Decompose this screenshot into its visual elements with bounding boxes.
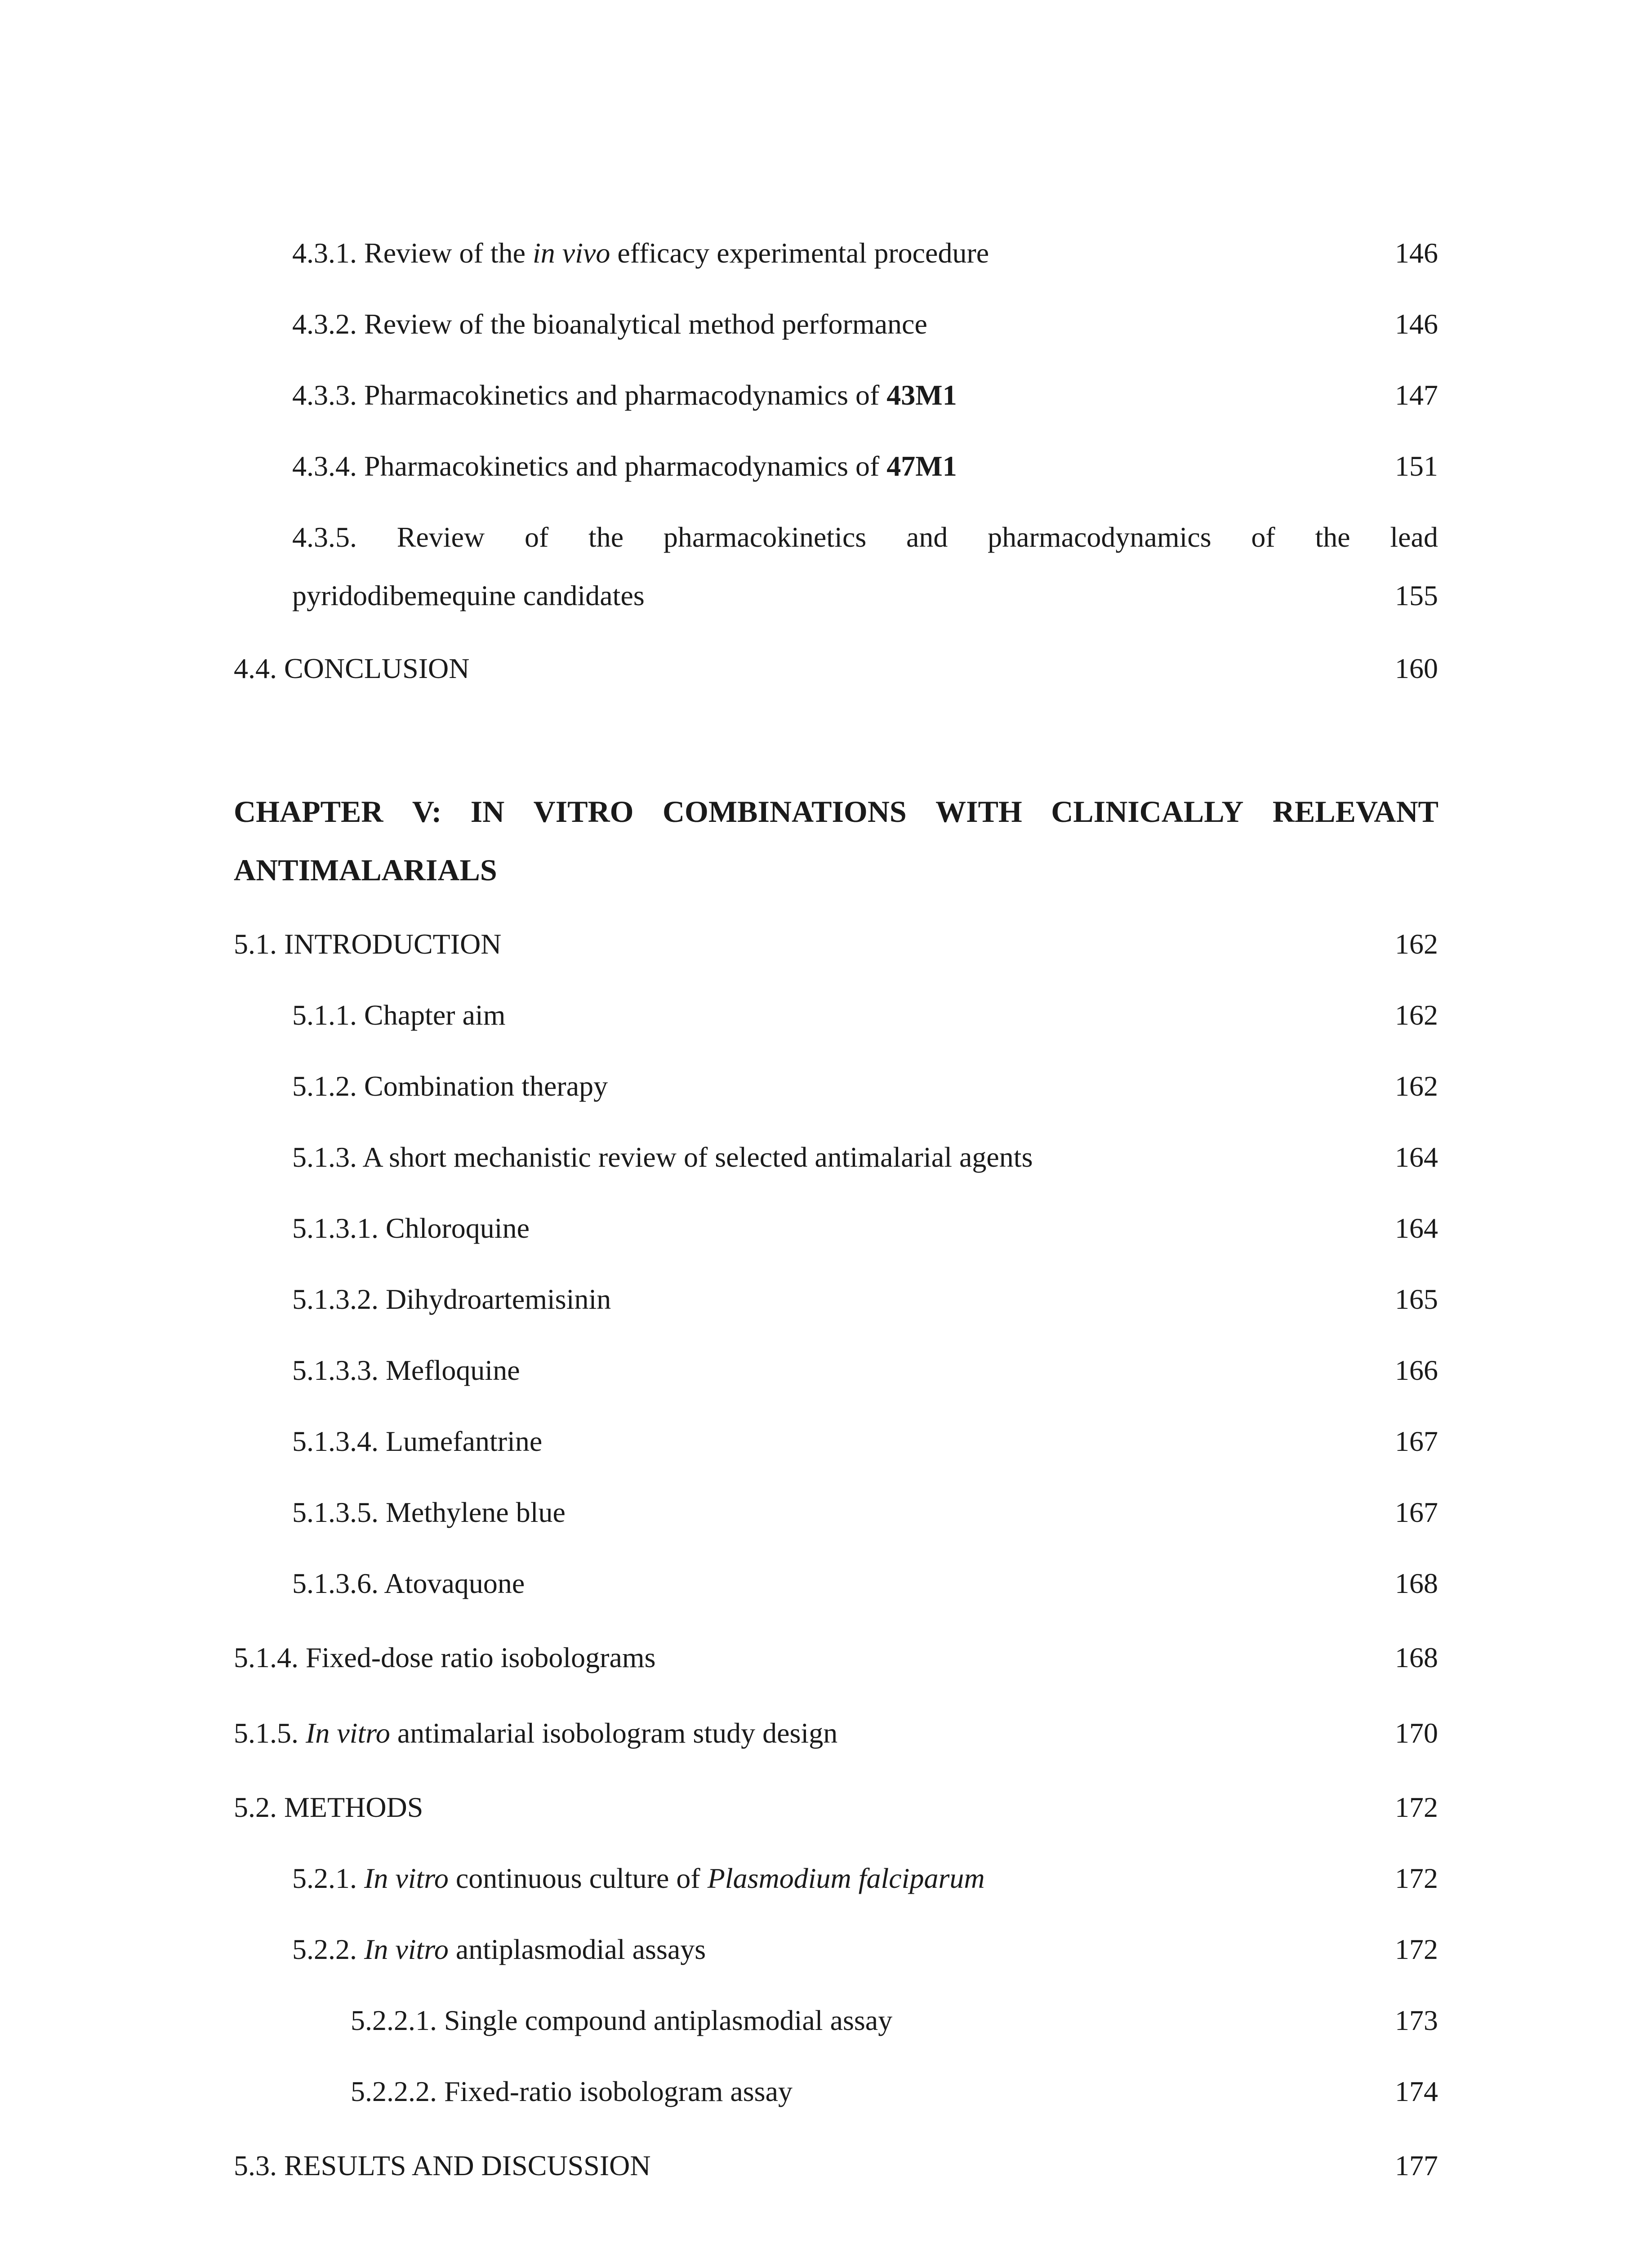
toc-entry-title: 5.3. RESULTS AND DISCUSSION	[234, 2150, 651, 2181]
toc-page-number: 164	[1395, 1212, 1438, 1244]
toc-page-number: 166	[1395, 1354, 1438, 1386]
toc-entry-5-1-4[interactable]	[0, 1624, 1652, 1691]
chapter-heading-line-1: CHAPTER V: IN VITRO COMBINATIONS WITH CLINICALLY RELEVANT	[234, 794, 1438, 829]
toc-entry-5-1-2[interactable]	[0, 1053, 1652, 1120]
toc-entry-title: 5.2.1. In vitro continuous culture of Plasmodium falciparum	[292, 1862, 985, 1894]
toc-entry-title: 4.3.2. Review of the bioanalytical method performance	[292, 308, 927, 340]
toc-entry-title: 5.1.5. In vitro antimalarial isobologram study design	[234, 1717, 838, 1749]
chapter-heading	[234, 778, 1438, 904]
toc-entry-5-1-5[interactable]	[0, 1699, 1652, 1767]
toc-entry-5-1-1[interactable]	[0, 981, 1652, 1049]
toc-entry-title: 4.4. CONCLUSION	[234, 652, 470, 684]
toc-entry-title: 5.1.3.6. Atovaquone	[292, 1567, 525, 1599]
toc-entry-title: 5.2. METHODS	[234, 1791, 423, 1823]
toc-page-number: 174	[1395, 2075, 1438, 2107]
toc-entry-5-2[interactable]	[0, 1774, 1652, 1841]
toc-entry-title: 5.1.3. A short mechanistic review of selected antimalarial agents	[292, 1141, 1033, 1173]
toc-entry-4-3-1[interactable]	[0, 219, 1652, 287]
toc-page-number: 160	[1395, 652, 1438, 684]
toc-entry-title: 5.1.3.3. Mefloquine	[292, 1354, 520, 1386]
toc-page-number: 172	[1395, 1933, 1438, 1965]
toc-page-number: 172	[1395, 1862, 1438, 1894]
toc-entry-title: 5.2.2. In vitro antiplasmodial assays	[292, 1933, 706, 1965]
toc-entry-4-3-4[interactable]	[0, 433, 1652, 500]
toc-page-number: 146	[1395, 237, 1438, 269]
toc-page-number: 165	[1395, 1283, 1438, 1315]
toc-page-number: 168	[1395, 1641, 1438, 1673]
toc-page-number: 162	[1395, 928, 1438, 960]
toc-entry-4-4[interactable]	[0, 635, 1652, 702]
toc-entry-title: 5.2.2.2. Fixed-ratio isobologram assay	[351, 2075, 793, 2107]
toc-entry-5-1-3-3[interactable]	[0, 1337, 1652, 1404]
toc-page-number: 151	[1395, 450, 1438, 482]
toc-page-number: 170	[1395, 1717, 1438, 1749]
toc-entry-5-1-3-4[interactable]	[0, 1408, 1652, 1475]
toc-entry-5-1-3-5[interactable]	[0, 1479, 1652, 1546]
toc-entry-5-1-3[interactable]	[0, 1124, 1652, 1191]
toc-entry-title: 5.1.1. Chapter aim	[292, 999, 506, 1031]
toc-entry-title: 4.3.3. Pharmacokinetics and pharmacodynamics of 43M1	[292, 379, 957, 411]
toc-entry-5-1-3-1[interactable]	[0, 1195, 1652, 1262]
toc-page-number: 155	[1395, 580, 1438, 611]
toc-page-number: 162	[1395, 1070, 1438, 1102]
toc-page-number: 146	[1395, 308, 1438, 340]
toc-entry-4-3-2[interactable]	[0, 290, 1652, 358]
toc-page-number: 147	[1395, 379, 1438, 411]
toc-page-number: 167	[1395, 1425, 1438, 1457]
toc-entry-title: 5.1.2. Combination therapy	[292, 1070, 608, 1102]
toc-page-number: 164	[1395, 1141, 1438, 1173]
toc-entry-title-line-2: pyridodibemequine candidates	[292, 580, 645, 611]
toc-page-number: 168	[1395, 1567, 1438, 1599]
toc-entry-title: 5.1.4. Fixed-dose ratio isobolograms	[234, 1641, 656, 1673]
toc-page-number: 167	[1395, 1496, 1438, 1528]
toc-page-number: 172	[1395, 1791, 1438, 1823]
toc-entry-5-2-2[interactable]	[0, 1916, 1652, 1983]
toc-entry-5-2-1[interactable]	[0, 1845, 1652, 1912]
toc-page-number: 177	[1395, 2150, 1438, 2181]
toc-entry-title: 5.1. INTRODUCTION	[234, 928, 502, 960]
toc-page-number: 173	[1395, 2004, 1438, 2036]
toc-entry-5-1-3-2[interactable]	[0, 1266, 1652, 1333]
toc-entry-4-3-5[interactable]	[0, 504, 1652, 571]
toc-entry-4-3-5-continued[interactable]	[0, 562, 1652, 629]
toc-entry-5-2-2-2[interactable]	[0, 2058, 1652, 2125]
toc-entry-4-3-3[interactable]	[0, 361, 1652, 429]
toc-entry-title: 5.1.3.2. Dihydroartemisinin	[292, 1283, 611, 1315]
chapter-heading-line-2: ANTIMALARIALS	[234, 853, 497, 887]
toc-entry-title: 5.2.2.1. Single compound antiplasmodial assay	[351, 2004, 893, 2036]
toc-page-number: 162	[1395, 999, 1438, 1031]
toc-entry-5-3[interactable]	[0, 2132, 1652, 2199]
toc-entry-title: 5.1.3.4. Lumefantrine	[292, 1425, 543, 1457]
toc-entry-title: 5.1.3.1. Chloroquine	[292, 1212, 530, 1244]
toc-entry-5-2-2-1[interactable]	[0, 1987, 1652, 2054]
toc-entry-5-1[interactable]	[0, 910, 1652, 978]
toc-entry-title-line-1: 4.3.5. Review of the pharmacokinetics and pharmacodynamics of the lead	[292, 521, 1438, 553]
toc-entry-title: 4.3.1. Review of the in vivo efficacy experimental procedure	[292, 237, 989, 269]
toc-entry-title: 4.3.4. Pharmacokinetics and pharmacodynamics of 47M1	[292, 450, 957, 482]
toc-entry-5-1-3-6[interactable]	[0, 1550, 1652, 1617]
toc-entry-title: 5.1.3.5. Methylene blue	[292, 1496, 566, 1528]
